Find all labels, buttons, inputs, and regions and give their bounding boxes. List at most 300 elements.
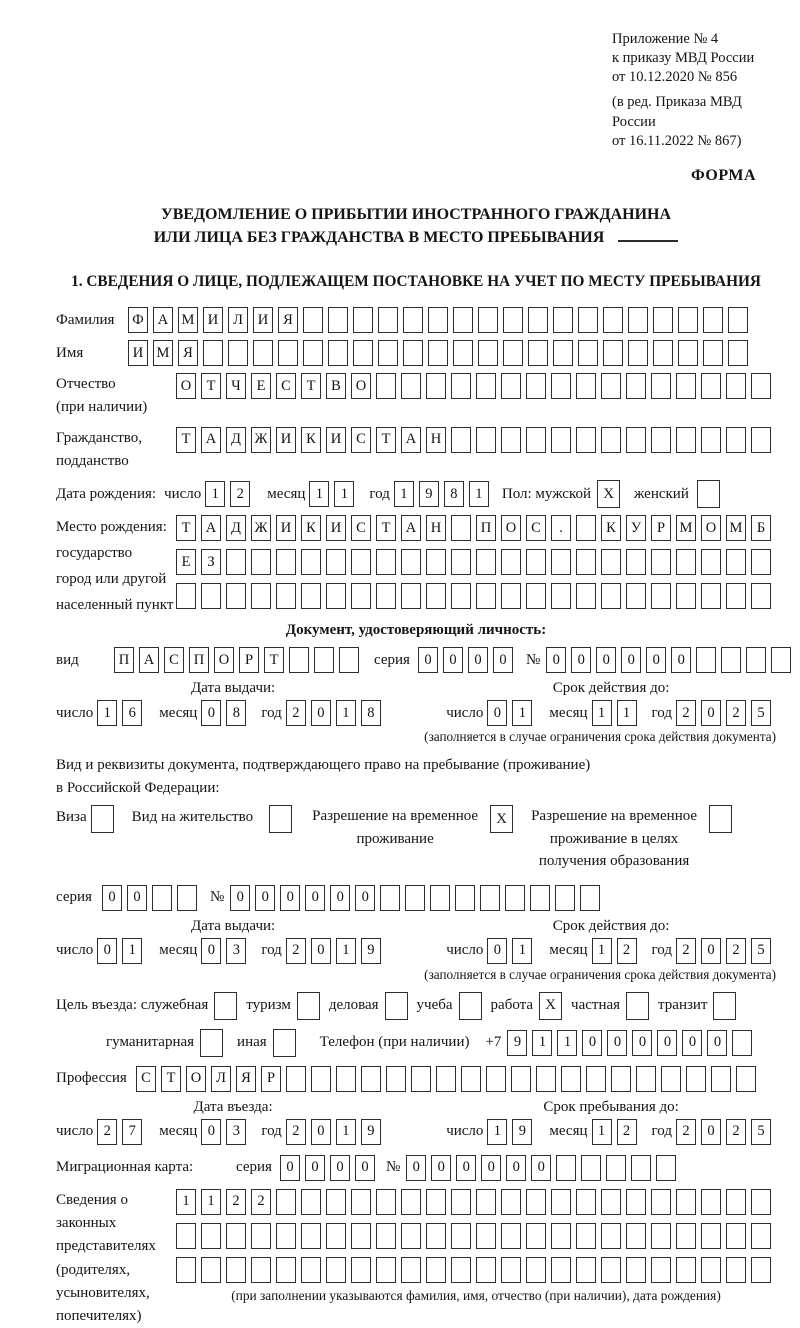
char-cell[interactable]	[553, 307, 573, 333]
char-cell[interactable]: П	[114, 647, 134, 673]
char-cell[interactable]: 0	[230, 885, 250, 911]
char-cell[interactable]: В	[326, 373, 346, 399]
char-cell[interactable]	[711, 1066, 731, 1092]
char-cell[interactable]	[461, 1066, 481, 1092]
char-cell[interactable]	[476, 427, 496, 453]
char-cell[interactable]: 2	[286, 938, 306, 964]
char-cell[interactable]: 1	[394, 481, 414, 507]
char-cell[interactable]	[526, 549, 546, 575]
char-cell[interactable]: 0	[311, 1119, 331, 1145]
char-cell[interactable]: 0	[431, 1155, 451, 1181]
char-cell[interactable]: Т	[264, 647, 284, 673]
char-cell[interactable]: 0	[701, 938, 721, 964]
char-cell[interactable]	[676, 427, 696, 453]
char-cell[interactable]	[336, 1066, 356, 1092]
char-cell[interactable]	[676, 1257, 696, 1283]
char-cell[interactable]	[501, 427, 521, 453]
char-cell[interactable]	[228, 340, 248, 366]
char-cell[interactable]: 0	[456, 1155, 476, 1181]
char-cell[interactable]: 1	[487, 1119, 507, 1145]
char-cell[interactable]	[701, 549, 721, 575]
char-cell[interactable]	[501, 549, 521, 575]
char-cell[interactable]	[276, 1189, 296, 1215]
char-cell[interactable]	[505, 885, 525, 911]
char-cell[interactable]: И	[326, 427, 346, 453]
char-cell[interactable]: А	[153, 307, 173, 333]
char-cell[interactable]: Я	[236, 1066, 256, 1092]
char-cell[interactable]	[176, 583, 196, 609]
checkbox-cell[interactable]	[697, 480, 720, 508]
char-cell[interactable]	[251, 583, 271, 609]
char-cell[interactable]: И	[276, 427, 296, 453]
char-cell[interactable]	[301, 1223, 321, 1249]
char-cell[interactable]	[528, 340, 548, 366]
char-cell[interactable]	[626, 1257, 646, 1283]
char-cell[interactable]: М	[726, 515, 746, 541]
char-cell[interactable]: П	[189, 647, 209, 673]
char-cell[interactable]: 0	[201, 1119, 221, 1145]
char-cell[interactable]	[453, 340, 473, 366]
char-cell[interactable]: 0	[355, 1155, 375, 1181]
char-cell[interactable]	[289, 647, 309, 673]
char-cell[interactable]	[451, 515, 471, 541]
char-cell[interactable]	[726, 373, 746, 399]
char-cell[interactable]	[561, 1066, 581, 1092]
char-cell[interactable]: 0	[481, 1155, 501, 1181]
char-cell[interactable]	[203, 340, 223, 366]
char-cell[interactable]	[376, 373, 396, 399]
char-cell[interactable]	[380, 885, 400, 911]
char-cell[interactable]	[676, 583, 696, 609]
char-cell[interactable]	[626, 583, 646, 609]
char-cell[interactable]: 1	[122, 938, 142, 964]
char-cell[interactable]: 0	[571, 647, 591, 673]
char-cell[interactable]	[376, 583, 396, 609]
char-cell[interactable]	[401, 549, 421, 575]
char-cell[interactable]	[376, 1189, 396, 1215]
char-cell[interactable]: 2	[676, 1119, 696, 1145]
char-cell[interactable]: 0	[621, 647, 641, 673]
char-cell[interactable]	[451, 583, 471, 609]
char-cell[interactable]: 0	[607, 1030, 627, 1056]
char-cell[interactable]: С	[526, 515, 546, 541]
char-cell[interactable]	[703, 340, 723, 366]
char-cell[interactable]: Т	[376, 427, 396, 453]
char-cell[interactable]	[701, 1223, 721, 1249]
char-cell[interactable]	[728, 307, 748, 333]
char-cell[interactable]	[426, 1257, 446, 1283]
char-cell[interactable]: 1	[592, 1119, 612, 1145]
char-cell[interactable]: М	[178, 307, 198, 333]
char-cell[interactable]: 1	[97, 700, 117, 726]
char-cell[interactable]	[601, 373, 621, 399]
char-cell[interactable]: 0	[280, 885, 300, 911]
char-cell[interactable]: Н	[426, 515, 446, 541]
checkbox-cell[interactable]	[713, 992, 736, 1020]
char-cell[interactable]: 1	[334, 481, 354, 507]
char-cell[interactable]	[276, 583, 296, 609]
char-cell[interactable]: З	[201, 549, 221, 575]
char-cell[interactable]: 0	[632, 1030, 652, 1056]
checkbox-cell[interactable]: X	[539, 992, 562, 1020]
char-cell[interactable]: 0	[682, 1030, 702, 1056]
char-cell[interactable]	[601, 549, 621, 575]
char-cell[interactable]	[586, 1066, 606, 1092]
char-cell[interactable]	[226, 1223, 246, 1249]
checkbox-cell[interactable]	[91, 805, 114, 833]
char-cell[interactable]	[426, 1189, 446, 1215]
char-cell[interactable]	[526, 1257, 546, 1283]
char-cell[interactable]	[353, 307, 373, 333]
char-cell[interactable]	[696, 647, 716, 673]
char-cell[interactable]: 0	[493, 647, 513, 673]
char-cell[interactable]	[551, 1189, 571, 1215]
char-cell[interactable]	[661, 1066, 681, 1092]
char-cell[interactable]	[426, 583, 446, 609]
char-cell[interactable]: С	[351, 515, 371, 541]
char-cell[interactable]	[451, 549, 471, 575]
char-cell[interactable]: 1	[557, 1030, 577, 1056]
char-cell[interactable]	[726, 1189, 746, 1215]
char-cell[interactable]	[576, 1189, 596, 1215]
char-cell[interactable]: А	[201, 515, 221, 541]
char-cell[interactable]: 0	[671, 647, 691, 673]
char-cell[interactable]: Т	[176, 515, 196, 541]
char-cell[interactable]	[152, 885, 172, 911]
char-cell[interactable]: 3	[226, 1119, 246, 1145]
char-cell[interactable]	[311, 1066, 331, 1092]
char-cell[interactable]	[386, 1066, 406, 1092]
char-cell[interactable]: 3	[226, 938, 246, 964]
char-cell[interactable]: О	[351, 373, 371, 399]
char-cell[interactable]: .	[551, 515, 571, 541]
char-cell[interactable]	[651, 1257, 671, 1283]
char-cell[interactable]	[278, 340, 298, 366]
char-cell[interactable]	[701, 1189, 721, 1215]
char-cell[interactable]: 0	[305, 1155, 325, 1181]
char-cell[interactable]	[476, 1223, 496, 1249]
char-cell[interactable]	[436, 1066, 456, 1092]
char-cell[interactable]: О	[214, 647, 234, 673]
char-cell[interactable]	[428, 307, 448, 333]
char-cell[interactable]	[701, 583, 721, 609]
char-cell[interactable]: А	[401, 427, 421, 453]
char-cell[interactable]: Т	[376, 515, 396, 541]
char-cell[interactable]	[430, 885, 450, 911]
char-cell[interactable]: 1	[469, 481, 489, 507]
char-cell[interactable]	[301, 549, 321, 575]
char-cell[interactable]: Я	[178, 340, 198, 366]
checkbox-cell[interactable]	[385, 992, 408, 1020]
char-cell[interactable]	[480, 885, 500, 911]
char-cell[interactable]: Е	[176, 549, 196, 575]
char-cell[interactable]	[526, 583, 546, 609]
char-cell[interactable]	[676, 1223, 696, 1249]
char-cell[interactable]	[328, 340, 348, 366]
char-cell[interactable]	[401, 1189, 421, 1215]
char-cell[interactable]	[653, 307, 673, 333]
char-cell[interactable]	[751, 427, 771, 453]
char-cell[interactable]: 0	[443, 647, 463, 673]
char-cell[interactable]: 0	[102, 885, 122, 911]
char-cell[interactable]	[653, 340, 673, 366]
char-cell[interactable]	[703, 307, 723, 333]
char-cell[interactable]	[405, 885, 425, 911]
char-cell[interactable]: Т	[176, 427, 196, 453]
char-cell[interactable]: 9	[512, 1119, 532, 1145]
char-cell[interactable]: И	[326, 515, 346, 541]
char-cell[interactable]: 1	[592, 938, 612, 964]
char-cell[interactable]: А	[401, 515, 421, 541]
char-cell[interactable]: К	[301, 427, 321, 453]
char-cell[interactable]: Т	[161, 1066, 181, 1092]
char-cell[interactable]	[353, 340, 373, 366]
char-cell[interactable]	[401, 373, 421, 399]
char-cell[interactable]	[601, 1257, 621, 1283]
char-cell[interactable]	[578, 307, 598, 333]
char-cell[interactable]	[771, 647, 791, 673]
char-cell[interactable]: 2	[251, 1189, 271, 1215]
char-cell[interactable]	[701, 373, 721, 399]
checkbox-cell[interactable]	[626, 992, 649, 1020]
char-cell[interactable]	[476, 1257, 496, 1283]
checkbox-cell[interactable]	[709, 805, 732, 833]
char-cell[interactable]	[726, 427, 746, 453]
char-cell[interactable]	[501, 1223, 521, 1249]
char-cell[interactable]: 0	[657, 1030, 677, 1056]
char-cell[interactable]: 0	[468, 647, 488, 673]
char-cell[interactable]: 8	[226, 700, 246, 726]
char-cell[interactable]	[361, 1066, 381, 1092]
char-cell[interactable]	[551, 549, 571, 575]
char-cell[interactable]	[478, 340, 498, 366]
char-cell[interactable]	[451, 427, 471, 453]
char-cell[interactable]: 1	[336, 1119, 356, 1145]
char-cell[interactable]: О	[501, 515, 521, 541]
char-cell[interactable]	[501, 1257, 521, 1283]
char-cell[interactable]	[651, 427, 671, 453]
char-cell[interactable]	[721, 647, 741, 673]
char-cell[interactable]	[576, 549, 596, 575]
char-cell[interactable]	[455, 885, 475, 911]
char-cell[interactable]: Т	[201, 373, 221, 399]
char-cell[interactable]: Е	[251, 373, 271, 399]
char-cell[interactable]	[476, 583, 496, 609]
char-cell[interactable]	[303, 307, 323, 333]
char-cell[interactable]	[626, 549, 646, 575]
char-cell[interactable]	[503, 307, 523, 333]
char-cell[interactable]	[751, 1257, 771, 1283]
char-cell[interactable]	[326, 1223, 346, 1249]
char-cell[interactable]: 1	[592, 700, 612, 726]
char-cell[interactable]	[401, 583, 421, 609]
char-cell[interactable]: 1	[532, 1030, 552, 1056]
char-cell[interactable]: 2	[226, 1189, 246, 1215]
char-cell[interactable]: О	[176, 373, 196, 399]
char-cell[interactable]: 0	[646, 647, 666, 673]
char-cell[interactable]	[701, 427, 721, 453]
char-cell[interactable]: 0	[701, 1119, 721, 1145]
char-cell[interactable]	[676, 1189, 696, 1215]
char-cell[interactable]	[328, 307, 348, 333]
checkbox-cell[interactable]	[200, 1029, 223, 1057]
char-cell[interactable]	[276, 1257, 296, 1283]
char-cell[interactable]	[651, 1223, 671, 1249]
char-cell[interactable]: 0	[201, 938, 221, 964]
char-cell[interactable]: А	[201, 427, 221, 453]
checkbox-cell[interactable]: X	[490, 805, 513, 833]
char-cell[interactable]	[536, 1066, 556, 1092]
char-cell[interactable]	[476, 549, 496, 575]
char-cell[interactable]	[453, 307, 473, 333]
char-cell[interactable]	[736, 1066, 756, 1092]
char-cell[interactable]	[326, 583, 346, 609]
char-cell[interactable]	[451, 373, 471, 399]
char-cell[interactable]	[226, 549, 246, 575]
char-cell[interactable]	[555, 885, 575, 911]
char-cell[interactable]: 9	[419, 481, 439, 507]
char-cell[interactable]: 0	[418, 647, 438, 673]
char-cell[interactable]	[476, 1189, 496, 1215]
char-cell[interactable]: 1	[617, 700, 637, 726]
char-cell[interactable]: 1	[201, 1189, 221, 1215]
char-cell[interactable]	[551, 1223, 571, 1249]
char-cell[interactable]: 0	[97, 938, 117, 964]
char-cell[interactable]	[176, 1223, 196, 1249]
char-cell[interactable]	[732, 1030, 752, 1056]
char-cell[interactable]	[251, 1257, 271, 1283]
char-cell[interactable]: П	[476, 515, 496, 541]
char-cell[interactable]: 2	[286, 700, 306, 726]
char-cell[interactable]	[401, 1257, 421, 1283]
char-cell[interactable]	[253, 340, 273, 366]
char-cell[interactable]: 2	[617, 1119, 637, 1145]
char-cell[interactable]	[501, 583, 521, 609]
char-cell[interactable]: Б	[751, 515, 771, 541]
char-cell[interactable]: М	[676, 515, 696, 541]
char-cell[interactable]	[676, 373, 696, 399]
char-cell[interactable]	[626, 1189, 646, 1215]
char-cell[interactable]: 2	[726, 1119, 746, 1145]
char-cell[interactable]	[578, 340, 598, 366]
char-cell[interactable]	[314, 647, 334, 673]
char-cell[interactable]	[601, 1189, 621, 1215]
char-cell[interactable]	[651, 583, 671, 609]
char-cell[interactable]	[286, 1066, 306, 1092]
char-cell[interactable]: 1	[205, 481, 225, 507]
char-cell[interactable]	[351, 549, 371, 575]
char-cell[interactable]: С	[276, 373, 296, 399]
char-cell[interactable]	[339, 647, 359, 673]
char-cell[interactable]	[651, 373, 671, 399]
char-cell[interactable]	[551, 1257, 571, 1283]
char-cell[interactable]	[201, 1223, 221, 1249]
char-cell[interactable]	[376, 549, 396, 575]
char-cell[interactable]	[726, 1223, 746, 1249]
char-cell[interactable]: 0	[127, 885, 147, 911]
char-cell[interactable]	[611, 1066, 631, 1092]
char-cell[interactable]	[451, 1257, 471, 1283]
char-cell[interactable]	[701, 1257, 721, 1283]
char-cell[interactable]	[326, 549, 346, 575]
char-cell[interactable]: 8	[444, 481, 464, 507]
char-cell[interactable]: 5	[751, 938, 771, 964]
char-cell[interactable]	[576, 373, 596, 399]
checkbox-cell[interactable]	[273, 1029, 296, 1057]
char-cell[interactable]: Н	[426, 427, 446, 453]
char-cell[interactable]: О	[186, 1066, 206, 1092]
char-cell[interactable]	[576, 515, 596, 541]
char-cell[interactable]: 0	[546, 647, 566, 673]
char-cell[interactable]: 0	[582, 1030, 602, 1056]
char-cell[interactable]: 0	[487, 938, 507, 964]
char-cell[interactable]: С	[136, 1066, 156, 1092]
char-cell[interactable]: Л	[228, 307, 248, 333]
char-cell[interactable]	[426, 373, 446, 399]
char-cell[interactable]: 2	[230, 481, 250, 507]
char-cell[interactable]	[530, 885, 550, 911]
char-cell[interactable]	[676, 549, 696, 575]
char-cell[interactable]: 2	[726, 938, 746, 964]
checkbox-cell[interactable]	[459, 992, 482, 1020]
char-cell[interactable]	[478, 307, 498, 333]
char-cell[interactable]: 5	[751, 1119, 771, 1145]
char-cell[interactable]	[576, 1257, 596, 1283]
char-cell[interactable]: 5	[751, 700, 771, 726]
char-cell[interactable]	[678, 307, 698, 333]
char-cell[interactable]: А	[139, 647, 159, 673]
char-cell[interactable]	[556, 1155, 576, 1181]
char-cell[interactable]: 1	[176, 1189, 196, 1215]
char-cell[interactable]: И	[253, 307, 273, 333]
char-cell[interactable]: М	[153, 340, 173, 366]
char-cell[interactable]: 2	[286, 1119, 306, 1145]
char-cell[interactable]	[226, 583, 246, 609]
char-cell[interactable]: 1	[309, 481, 329, 507]
char-cell[interactable]: Д	[226, 427, 246, 453]
char-cell[interactable]: Р	[651, 515, 671, 541]
char-cell[interactable]	[553, 340, 573, 366]
char-cell[interactable]: 0	[280, 1155, 300, 1181]
char-cell[interactable]	[176, 1257, 196, 1283]
char-cell[interactable]: Я	[278, 307, 298, 333]
char-cell[interactable]	[526, 1223, 546, 1249]
char-cell[interactable]	[526, 427, 546, 453]
char-cell[interactable]: 0	[487, 700, 507, 726]
char-cell[interactable]	[501, 1189, 521, 1215]
char-cell[interactable]	[301, 1257, 321, 1283]
char-cell[interactable]	[376, 1223, 396, 1249]
char-cell[interactable]	[576, 1223, 596, 1249]
char-cell[interactable]	[751, 373, 771, 399]
char-cell[interactable]: 8	[361, 700, 381, 726]
char-cell[interactable]	[201, 1257, 221, 1283]
char-cell[interactable]	[551, 373, 571, 399]
char-cell[interactable]: 0	[596, 647, 616, 673]
char-cell[interactable]	[603, 307, 623, 333]
char-cell[interactable]	[581, 1155, 601, 1181]
char-cell[interactable]: Ж	[251, 515, 271, 541]
checkbox-cell[interactable]	[269, 805, 292, 833]
char-cell[interactable]: С	[351, 427, 371, 453]
char-cell[interactable]	[276, 549, 296, 575]
char-cell[interactable]	[626, 1223, 646, 1249]
char-cell[interactable]: 0	[707, 1030, 727, 1056]
char-cell[interactable]	[526, 373, 546, 399]
char-cell[interactable]: 6	[122, 700, 142, 726]
char-cell[interactable]	[626, 373, 646, 399]
char-cell[interactable]: 0	[330, 1155, 350, 1181]
